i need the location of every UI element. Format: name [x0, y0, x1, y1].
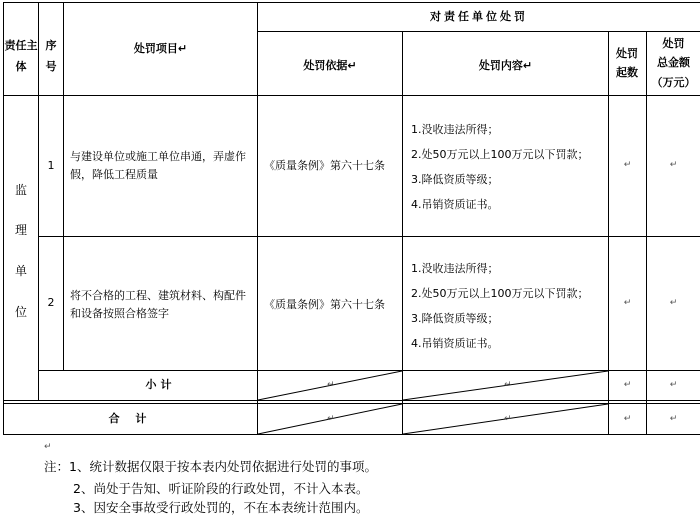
header-item: 处罚项目↵	[133, 42, 188, 55]
header-group-title: 对责任单位处罚	[430, 10, 528, 23]
row1-basis: 《质量条例》第六十七条	[264, 159, 385, 172]
subtotal-basis-mark: ↵	[327, 380, 335, 390]
row2-content-4: 4.吊销资质证书。	[411, 337, 499, 350]
subtotal-start-mark: ↵	[623, 380, 632, 390]
row2-content-1: 1.没收违法所得；	[411, 262, 499, 275]
subject-char-1: 监	[14, 183, 27, 197]
row1-total-mark: ↵	[669, 160, 678, 170]
row1-content-2: 2.处50万元以上100万元以下罚款；	[411, 148, 589, 161]
subject-char-3: 单	[14, 264, 27, 278]
note-3: 3、因安全事故受行政处罚的，不在本表统计范围内。	[73, 500, 369, 515]
header-total-3: （万元）	[651, 76, 696, 89]
blank-line-mark: ↵	[44, 442, 52, 452]
row2-seq: 2	[47, 296, 55, 309]
row2-start-mark: ↵	[623, 298, 632, 308]
header-content: 处罚内容↵	[478, 59, 533, 72]
row1-item: 与建设单位或施工单位串通，弄虚作假，降低工程质量	[70, 150, 246, 181]
header-subject: 责任主体	[4, 39, 38, 73]
header-total-1: 处罚	[662, 37, 685, 50]
note-1: 注：1、统计数据仅限于按本表内处罚依据进行处罚的事项。	[44, 459, 377, 474]
row2-total-mark: ↵	[669, 298, 678, 308]
header-seq: 序号	[45, 39, 57, 73]
total-start-mark: ↵	[623, 414, 632, 424]
row2-content-3: 3.降低资质等级；	[411, 312, 499, 325]
note-2: 2、尚处于告知、听证阶段的行政处罚，不计入本表。	[73, 481, 369, 496]
row2-content-2: 2.处50万元以上100万元以下罚款；	[411, 287, 589, 300]
header-start: 处罚起数	[616, 47, 638, 79]
row1-content-1: 1.没收违法所得；	[411, 123, 499, 136]
subtotal-label: 小计	[145, 378, 176, 391]
subject-char-2: 理	[14, 223, 27, 237]
row1-start-mark: ↵	[623, 160, 632, 170]
row2-item: 将不合格的工程、建筑材料、构配件和设备按照合格签字	[70, 289, 246, 320]
total-basis-mark: ↵	[327, 414, 335, 424]
total-label: 合 计	[108, 412, 153, 425]
total-content-mark: ↵	[504, 414, 512, 424]
total-total-mark: ↵	[669, 414, 678, 424]
header-total-2: 总金额	[657, 56, 690, 69]
header-basis: 处罚依据↵	[303, 59, 357, 72]
row1-seq: 1	[47, 159, 55, 172]
row1-content-3: 3.降低资质等级；	[411, 173, 499, 186]
subject-char-4: 位	[14, 305, 27, 319]
row1-content-4: 4.吊销资质证书。	[411, 198, 499, 211]
row2-basis: 《质量条例》第六十七条	[264, 298, 385, 311]
subtotal-total-mark: ↵	[669, 380, 678, 390]
subtotal-content-mark: ↵	[504, 380, 512, 390]
